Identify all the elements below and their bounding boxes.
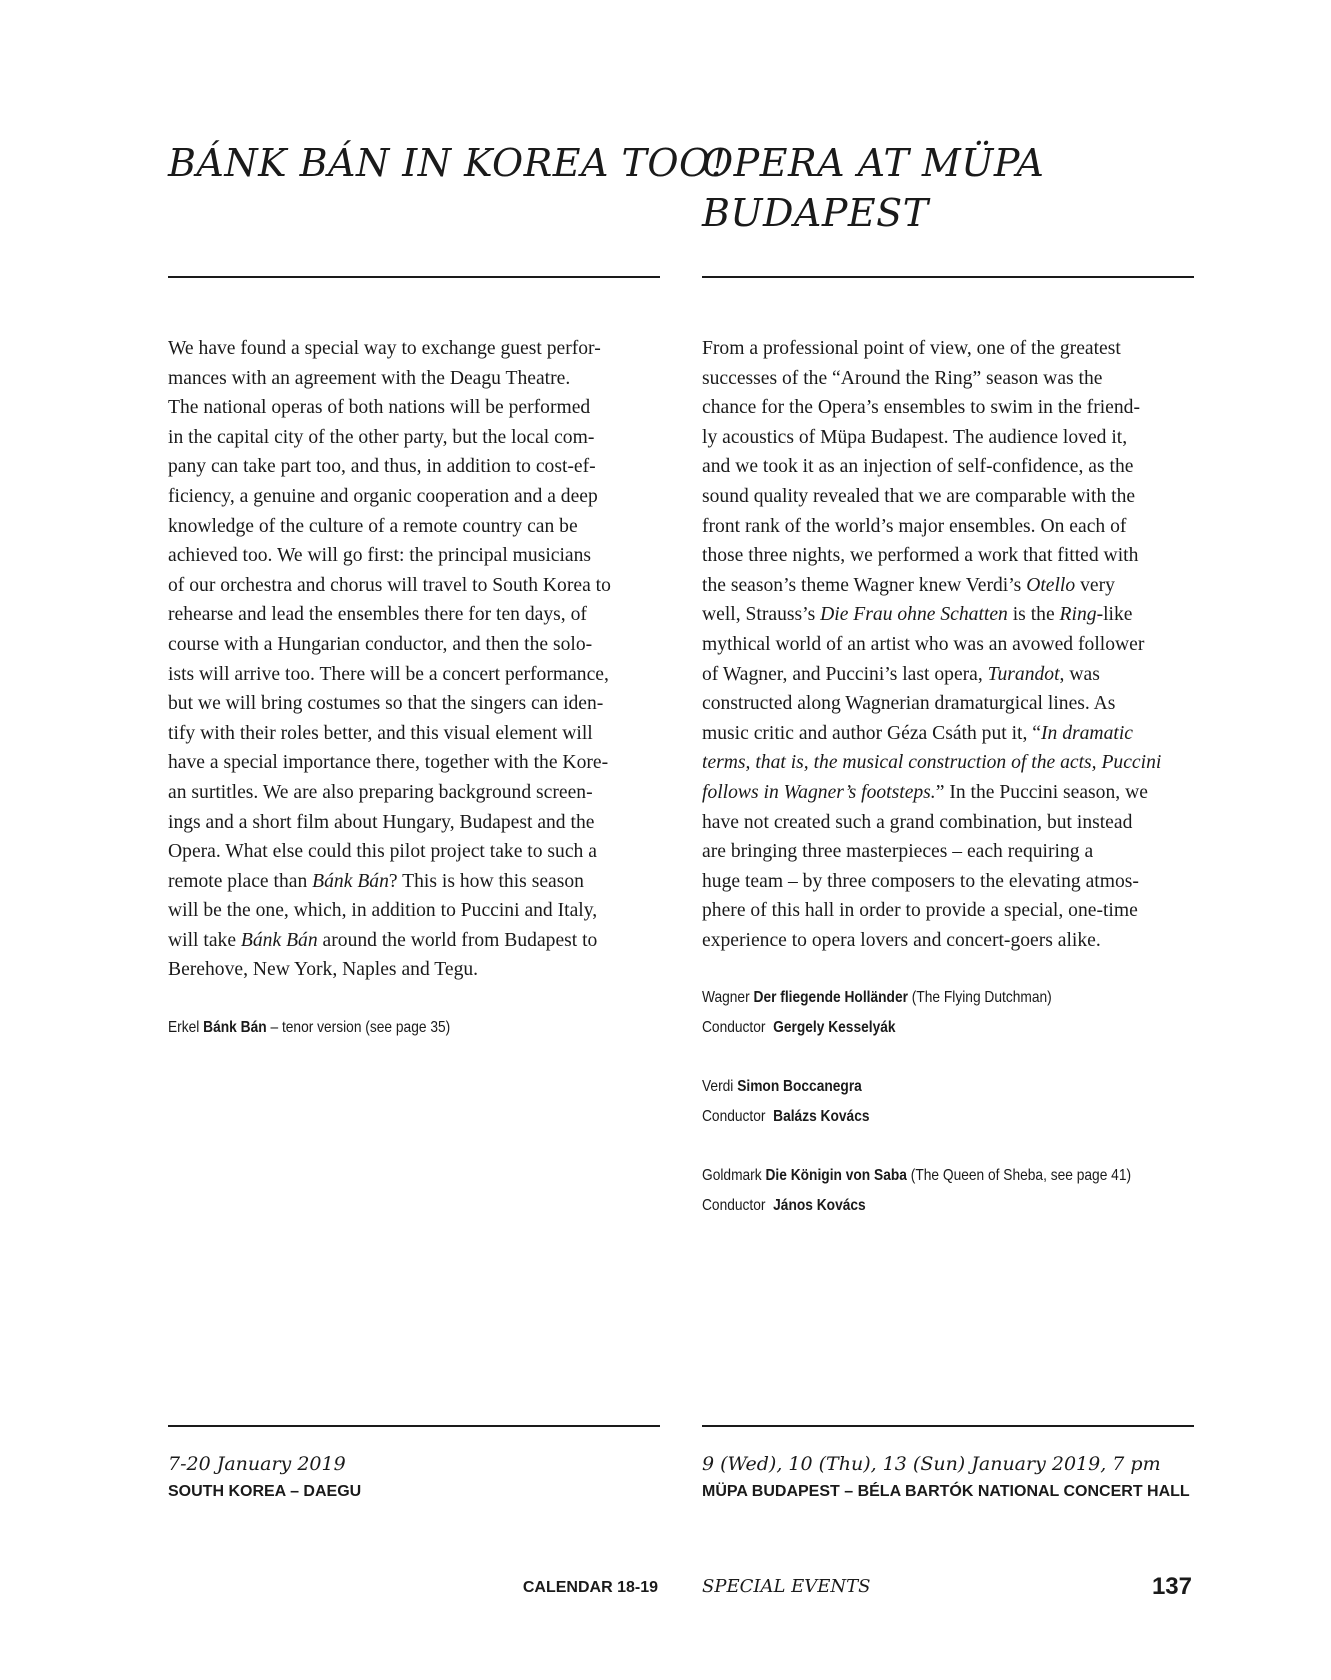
conductor-name: János Kovács [773,1197,866,1214]
credit-line [702,1161,1131,1191]
work-title: Die Königin von Saba [765,1167,907,1184]
right-event-date: 9 (Wed), 10 (Thu), 13 (Sun) January 2019, 7 pm [702,1453,1161,1475]
conductor-label: Conductor [702,1197,766,1214]
body-line: mances with an agreement with the Deagu Theatre. [168,367,571,389]
work-title: Der fliegende Holländer [753,989,908,1006]
body-line: phere of this hall in order to provide a special, one-time [702,900,1138,922]
conductor-line [702,1102,1131,1132]
body-line: those three nights, we performed a work that fitted with [702,545,1139,567]
credit-block [702,983,1131,1043]
body-line: ists will arrive too. There will be a concert performance, [168,663,609,685]
italic-text: Turandot [987,663,1060,685]
body-line [702,748,1194,778]
credit-line [168,1013,450,1043]
work-title: Bánk Bán [203,1019,267,1036]
body-line: course with a Hungarian conductor, and then the solo- [168,633,593,655]
italic-text: Otello [1026,574,1076,596]
footer-calendar-label: CALENDAR 18-19 [522,1579,658,1596]
left-footer-divider [168,1425,660,1427]
left-event-date: 7-20 January 2019 [168,1453,346,1475]
body-line: pany can take part too, and thus, in addition to cost-ef- [168,456,596,478]
body-line: well, Strauss’s Die Frau ohne Schatten is the Ring-like [702,604,1133,626]
body-line: constructed along Wagnerian dramaturgical lines. As [702,693,1116,715]
body-line: The national operas of both nations will be performed [168,397,591,419]
body-line: have a special importance there, together with the Kore- [168,752,609,774]
body-line: the season’s theme Wagner knew Verdi’s Otello very [702,574,1115,596]
right-title-divider [702,276,1194,278]
body-line: front rank of the world’s major ensembles. On each of [702,515,1127,537]
credit-block [702,1161,1131,1221]
body-line: of Wagner, and Puccini’s last opera, Turandot, was [702,663,1100,685]
body-line: follows in Wagner’s footsteps.” In the Puccini season, we [702,781,1148,803]
body-line: music critic and author Géza Csáth put it, “In dramatic [702,722,1133,744]
conductor-line [702,1013,1131,1043]
work-note: (The Flying Dutchman) [907,989,1052,1006]
left-credits [168,1013,450,1043]
left-title-divider [168,276,660,278]
italic-text: terms, that is, the musical construction of the acts, Puccini [702,752,1162,774]
body-line: tify with their roles better, and this visual element will [168,722,593,744]
credit-line [702,983,1131,1013]
body-line: are bringing three masterpieces – each requiring a [702,841,1094,863]
conductor-label: Conductor [702,1019,766,1036]
body-line: remote place than Bánk Bán? This is how this season [168,870,584,892]
footer-section-label: SPECIAL EVENTS [702,1576,871,1597]
body-line: in the capital city of the other party, but the local com- [168,426,595,448]
body-line: successes of the “Around the Ring” season was the [702,367,1103,389]
body-line: Opera. What else could this pilot project take to such a [168,841,597,863]
left-article-title: BÁNK BÁN IN KOREA TOO! [168,141,727,185]
title-line: OPERA AT MÜPA [702,141,1045,185]
work-title: Simon Boccanegra [737,1078,862,1095]
work-note: (The Queen of Sheba, see page 41) [906,1167,1132,1184]
body-line: ings and a short film about Hungary, Budapest and the [168,811,595,833]
body-line: but we will bring costumes so that the singers can iden- [168,693,604,715]
body-line: chance for the Opera’s ensembles to swim in the friend- [702,397,1140,419]
title-line: BUDAPEST [702,191,929,235]
conductor-name: Balázs Kovács [773,1108,870,1125]
italic-text: In dramatic [1040,722,1133,744]
right-credits [702,983,1131,1250]
conductor-name: Gergely Kesselyák [773,1019,896,1036]
body-line: sound quality revealed that we are comparable with the [702,485,1136,507]
body-line: will take Bánk Bán around the world from Budapest to [168,929,598,951]
right-article-title [702,138,1044,238]
italic-text: Bánk Bán [240,929,318,951]
conductor-label: Conductor [702,1108,766,1125]
italic-text: follows in Wagner’s footsteps. [702,781,936,803]
body-line: ly acoustics of Müpa Budapest. The audience loved it, [702,426,1128,448]
body-line: huge team – by three composers to the elevating atmos- [702,870,1139,892]
left-article-body [168,334,660,985]
credit-block [702,1072,1131,1132]
body-line: experience to opera lovers and concert-goers alike. [702,929,1101,951]
composer-name: Wagner [702,989,750,1006]
body-line: knowledge of the culture of a remote country can be [168,515,578,537]
body-line: mythical world of an artist who was an avowed follower [702,633,1145,655]
body-line: will be the one, which, in addition to Puccini and Italy, [168,900,598,922]
composer-name: Goldmark [702,1167,762,1184]
body-line: Berehove, New York, Naples and Tegu. [168,959,479,981]
composer-name: Erkel [168,1019,200,1036]
body-line: rehearse and lead the ensembles there for ten days, of [168,604,587,626]
italic-text: Die Frau ohne Schatten [820,604,1008,626]
body-line: ficiency, a genuine and organic cooperation and a deep [168,485,598,507]
right-article-body [702,334,1194,955]
left-event-venue: SOUTH KOREA – DAEGU [168,1483,362,1500]
body-line: of our orchestra and chorus will travel to South Korea to [168,574,611,596]
composer-name: Verdi [702,1078,734,1095]
body-line: and we took it as an injection of self-confidence, as the [702,456,1134,478]
italic-text: Bánk Bán [312,870,389,892]
page-number: 137 [1151,1573,1192,1600]
italic-text: Ring [1059,604,1097,626]
right-footer-divider [702,1425,1194,1427]
body-line: an surtitles. We are also preparing background screen- [168,781,593,803]
conductor-line [702,1191,1131,1221]
right-event-venue: MÜPA BUDAPEST – BÉLA BARTÓK NATIONAL CONCERT HALL [702,1483,1190,1500]
body-line: From a professional point of view, one of the greatest [702,338,1121,359]
work-note: – tenor version (see page 35) [266,1019,451,1036]
body-line: achieved too. We will go first: the principal musicians [168,545,592,567]
credit-line [702,1072,1131,1102]
body-line: We have found a special way to exchange guest perfor- [168,338,601,359]
body-line: have not created such a grand combination, but instead [702,811,1133,833]
